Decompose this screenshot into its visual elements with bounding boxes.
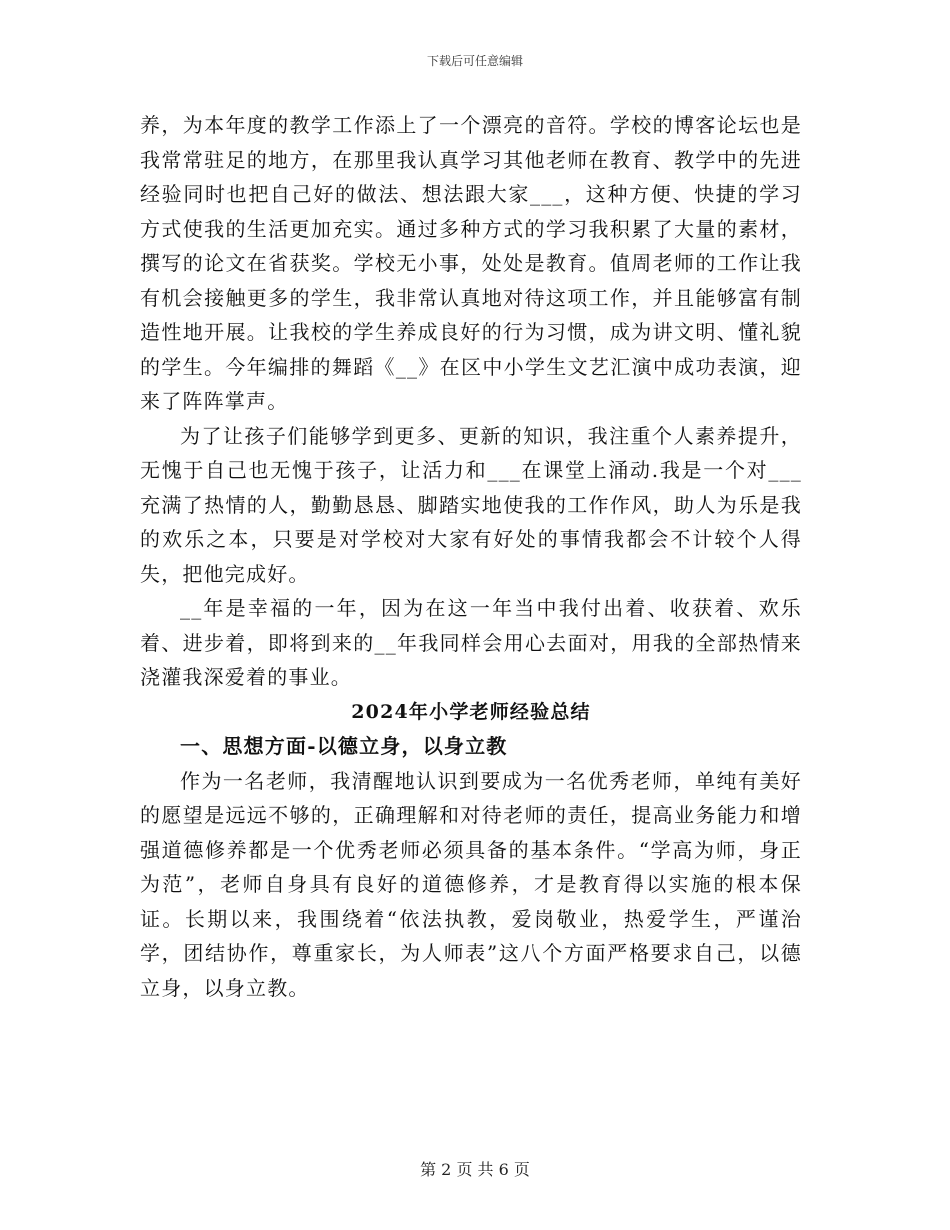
paragraph-year-summary: __年是幸福的一年，因为在这一年当中我付出着、收获着、欢乐着、进步着，即将到来的__年我同样会用心去面对，用我的全部热情来浇灌我深爱着的事业。 (140, 596, 802, 689)
section-heading-ideology: 一、思想方面-以德立身，以身立教 (180, 734, 508, 758)
page-header-note: 下载后可任意编辑 (426, 54, 523, 68)
document-body (140, 108, 802, 1005)
paragraph-self-improvement: 为了让孩子们能够学到更多、更新的知识，我注重个人素养提升，无愧于自己也无愧于孩子，让活力和___在课堂上涌动.我是一个对___充满了热情的人，勤勤恳恳、脚踏实地使我的工作作风，助人为乐是我的欢乐之本，只要是对学校对大家有好处的事情我都会不计较个人得失，把他完成好。 (140, 423, 802, 586)
paragraph-ideology: 作为一名老师，我清醒地认识到要成为一名优秀老师，单纯有美好的愿望是远远不够的，正确理解和对待老师的责任，提高业务能力和增强道德修养都是一个优秀老师必须具备的基本条件。“学高为师，身正为范”，老师自身具有良好的道德修养，才是教育得以实施的根本保证。长期以来，我围绕着“依法执教，爱岗敬业，热爱学生，严谨治学，团结协作，尊重家长，为人师表”这八个方面严格要求自己，以德立身，以身立教。 (140, 768, 802, 1000)
page-number-footer: 第 2 页 共 6 页 (420, 1160, 530, 1179)
document-title: 2024年小学老师经验总结 (351, 700, 591, 723)
paragraph-continuation: 养，为本年度的教学工作添上了一个漂亮的音符。学校的博客论坛也是我常常驻足的地方，在那里我认真学习其他老师在教育、教学中的先进经验同时也把自己好的做法、想法跟大家___，这种方便、快捷的学习方式使我的生活更加充实。通过多种方式的学习我积累了大量的素材，撰写的论文在省获奖。学校无小事，处处是教育。值周老师的工作让我有机会接触更多的学生，我非常认真地对待这项工作，并且能够富有制造性地开展。让我校的学生养成良好的行为习惯，成为讲文明、懂礼貌的学生。今年编排的舞蹈《__》在区中小学生文艺汇演中成功表演，迎来了阵阵掌声。 (140, 113, 802, 413)
